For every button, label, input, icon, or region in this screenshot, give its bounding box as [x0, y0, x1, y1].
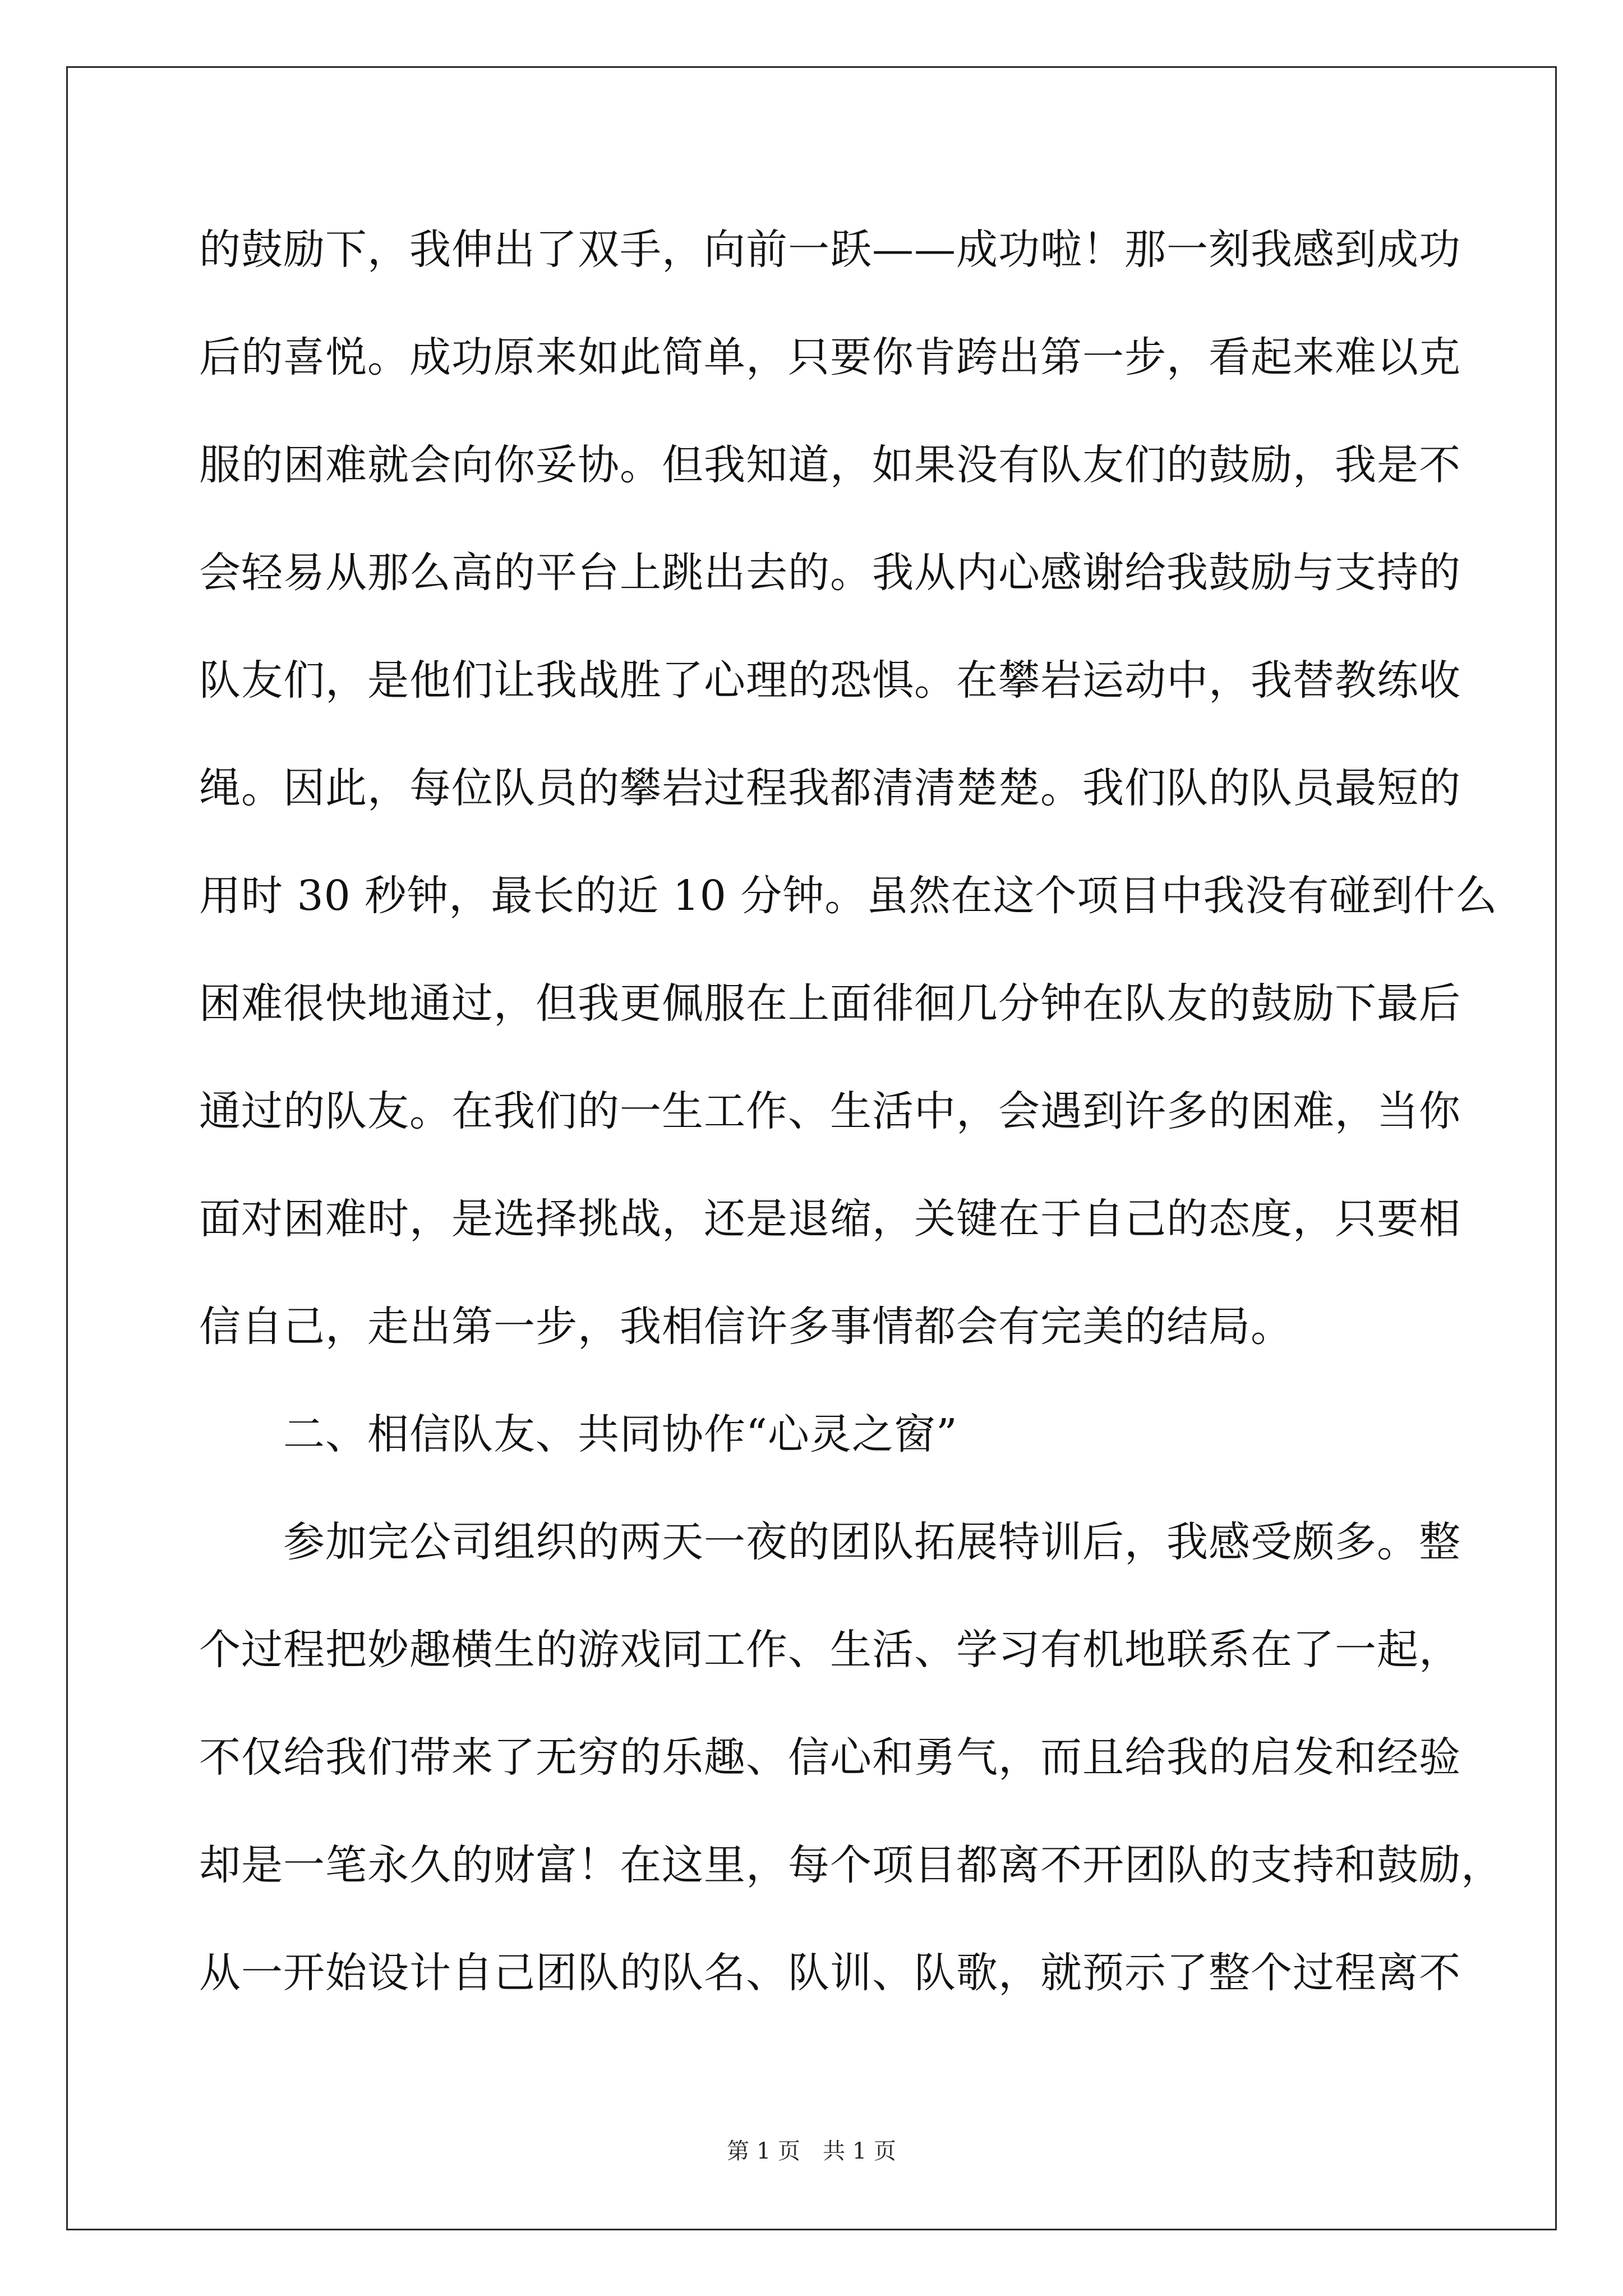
page-footer [0, 2134, 1623, 2168]
text-line: 的鼓励下，我伸出了双手，向前一跃——成功啦！那一刻我感到成功 [199, 226, 1461, 274]
text-line: 队友们，是他们让我战胜了心理的恐惧。在攀岩运动中，我替教练收 [199, 656, 1461, 705]
text-line: 个过程把妙趣横生的游戏同工作、生活、学习有机地联系在了一起， [199, 1626, 1461, 1674]
text-line: 困难很快地通过，但我更佩服在上面徘徊几分钟在队友的鼓励下最后 [199, 979, 1461, 1028]
page-total: 共 1 页 [823, 2138, 896, 2164]
page-number: 第 1 页 [727, 2138, 800, 2164]
text-line: 绳。因此，每位队员的攀岩过程我都清清楚楚。我们队的队员最短的 [199, 764, 1461, 812]
text-line: 会轻易从那么高的平台上跳出去的。我从内心感谢给我鼓励与支持的 [199, 549, 1461, 597]
document-body [199, 216, 1503, 2047]
text-line: 却是一笔永久的财富！在这里，每个项目都离不开团队的支持和鼓励， [199, 1841, 1503, 1889]
section-heading: 二、相信队友、共同协作“心灵之窗” [283, 1410, 958, 1458]
text-line: 服的困难就会向你妥协。但我知道，如果没有队友们的鼓励，我是不 [199, 441, 1461, 489]
text-line: 信自己，走出第一步，我相信许多事情都会有完美的结局。 [199, 1303, 1293, 1351]
text-line: 从一开始设计自己团队的队名、队训、队歌，就预示了整个过程离不 [199, 1949, 1461, 1997]
text-line: 用时 30 秒钟，最长的近 10 分钟。虽然在这个项目中我没有碰到什么 [199, 872, 1498, 920]
text-line: 参加完公司组织的两天一夜的团队拓展特训后，我感受颇多。整 [283, 1518, 1461, 1566]
text-line: 不仅给我们带来了无穷的乐趣、信心和勇气，而且给我的启发和经验 [199, 1733, 1461, 1782]
text-line: 后的喜悦。成功原来如此简单，只要你肯跨出第一步，看起来难以克 [199, 333, 1461, 381]
text-line: 通过的队友。在我们的一生工作、生活中，会遇到许多的困难，当你 [199, 1087, 1461, 1135]
text-line: 面对困难时，是选择挑战，还是退缩，关键在于自己的态度，只要相 [199, 1195, 1461, 1243]
